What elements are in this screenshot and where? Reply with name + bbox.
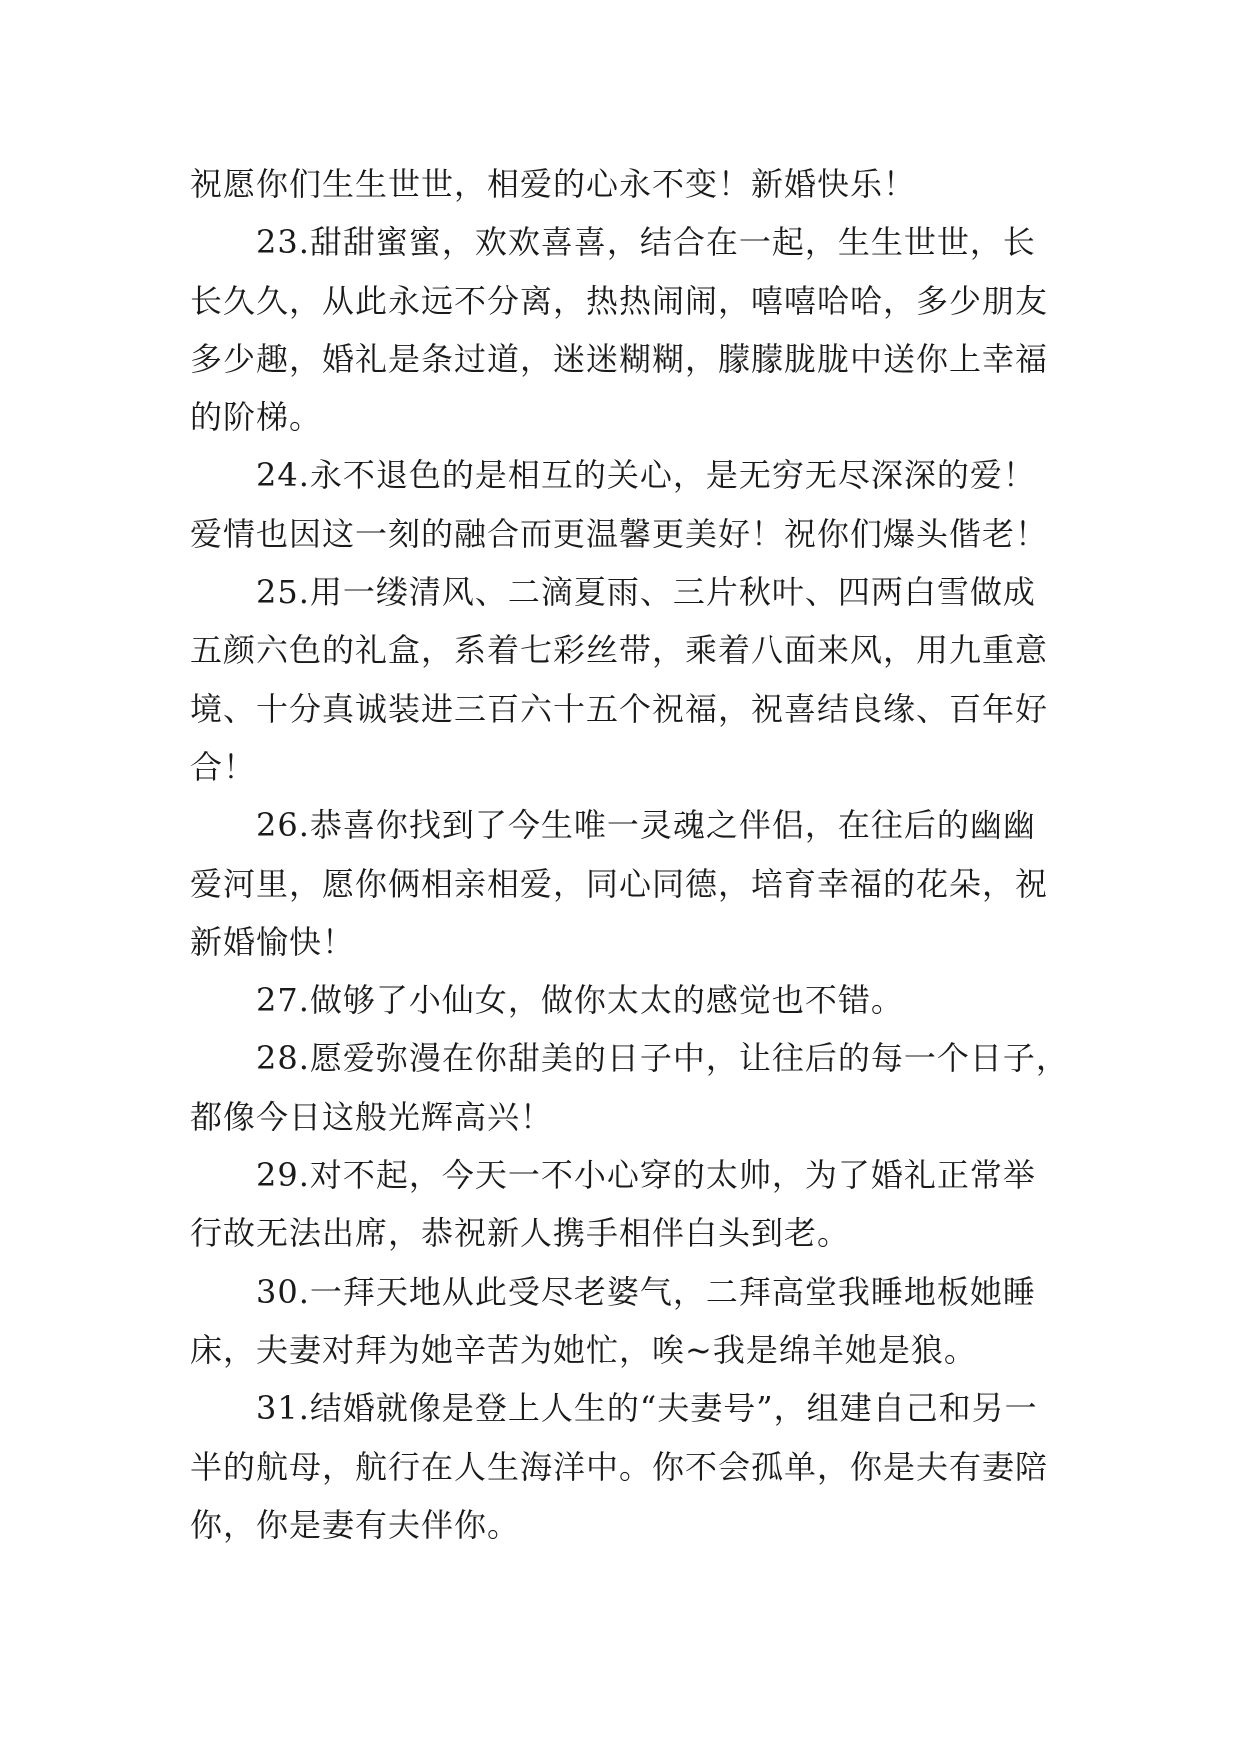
text-line: 合！ <box>190 747 257 786</box>
text-line: 的阶梯。 <box>190 398 323 437</box>
paragraph-23 <box>190 213 1110 446</box>
text-line: 30.一拜天地从此受尽老婆气，二拜高堂我睡地板她睡 <box>256 1272 1036 1311</box>
text-line: 长久久，从此永远不分离，热热闹闹，嘻嘻哈哈，多少朋友 <box>190 281 1049 320</box>
text-line: 爱情也因这一刻的融合而更温馨更美好！祝你们爆头偕老！ <box>190 514 1049 553</box>
paragraph-30 <box>190 1263 1110 1380</box>
paragraph-25 <box>190 563 1110 796</box>
text-line: 境、十分真诚装进三百六十五个祝福，祝喜结良缘、百年好 <box>190 689 1049 728</box>
text-line: 行故无法出席，恭祝新人携手相伴白头到老。 <box>190 1214 851 1253</box>
text-line: 祝愿你们生生世世，相爱的心永不变！新婚快乐！ <box>190 165 917 203</box>
text-line: 24.永不退色的是相互的关心，是无穷无尽深深的爱！ <box>256 456 1036 495</box>
paragraph-28 <box>190 1029 1110 1146</box>
paragraph-31 <box>190 1379 1110 1554</box>
text-line: 你，你是妻有夫伴你。 <box>190 1505 521 1544</box>
paragraph-26 <box>190 796 1110 971</box>
text-line: 23.甜甜蜜蜜，欢欢喜喜，结合在一起，生生世世，长 <box>256 223 1036 262</box>
text-line: 25.用一缕清风、二滴夏雨、三片秋叶、四两白雪做成 <box>256 573 1036 612</box>
text-line: 爱河里，愿你俩相亲相爱，同心同德，培育幸福的花朵，祝 <box>190 864 1049 903</box>
text-line: 新婚愉快！ <box>190 922 356 961</box>
text-line: 26.恭喜你找到了今生唯一灵魂之伴侣，在往后的幽幽 <box>256 806 1036 845</box>
paragraph-continued <box>190 155 1110 213</box>
text-line: 29.对不起，今天一不小心穿的太帅，为了婚礼正常举 <box>256 1156 1036 1195</box>
text-line: 31.结婚就像是登上人生的“夫妻号”，组建自己和另一 <box>256 1389 1038 1428</box>
text-line: 27.做够了小仙女，做你太太的感觉也不错。 <box>256 981 904 1020</box>
paragraph-29 <box>190 1146 1110 1263</box>
paragraph-27 <box>190 971 1110 1029</box>
text-line: 半的航母，航行在人生海洋中。你不会孤单，你是夫有妻陪 <box>190 1447 1049 1486</box>
paragraph-24 <box>190 446 1110 563</box>
document-body <box>190 155 1110 1554</box>
text-line: 28.愿爱弥漫在你甜美的日子中，让往后的每一个日子， <box>256 1039 1069 1078</box>
text-line: 都像今日这般光辉高兴！ <box>190 1097 554 1136</box>
text-line: 床，夫妻对拜为她辛苦为她忙，唉~我是绵羊她是狼。 <box>190 1330 977 1369</box>
text-line: 五颜六色的礼盒，系着七彩丝带，乘着八面来风，用九重意 <box>190 631 1049 670</box>
text-line: 多少趣，婚礼是条过道，迷迷糊糊，朦朦胧胧中送你上幸福 <box>190 339 1049 378</box>
